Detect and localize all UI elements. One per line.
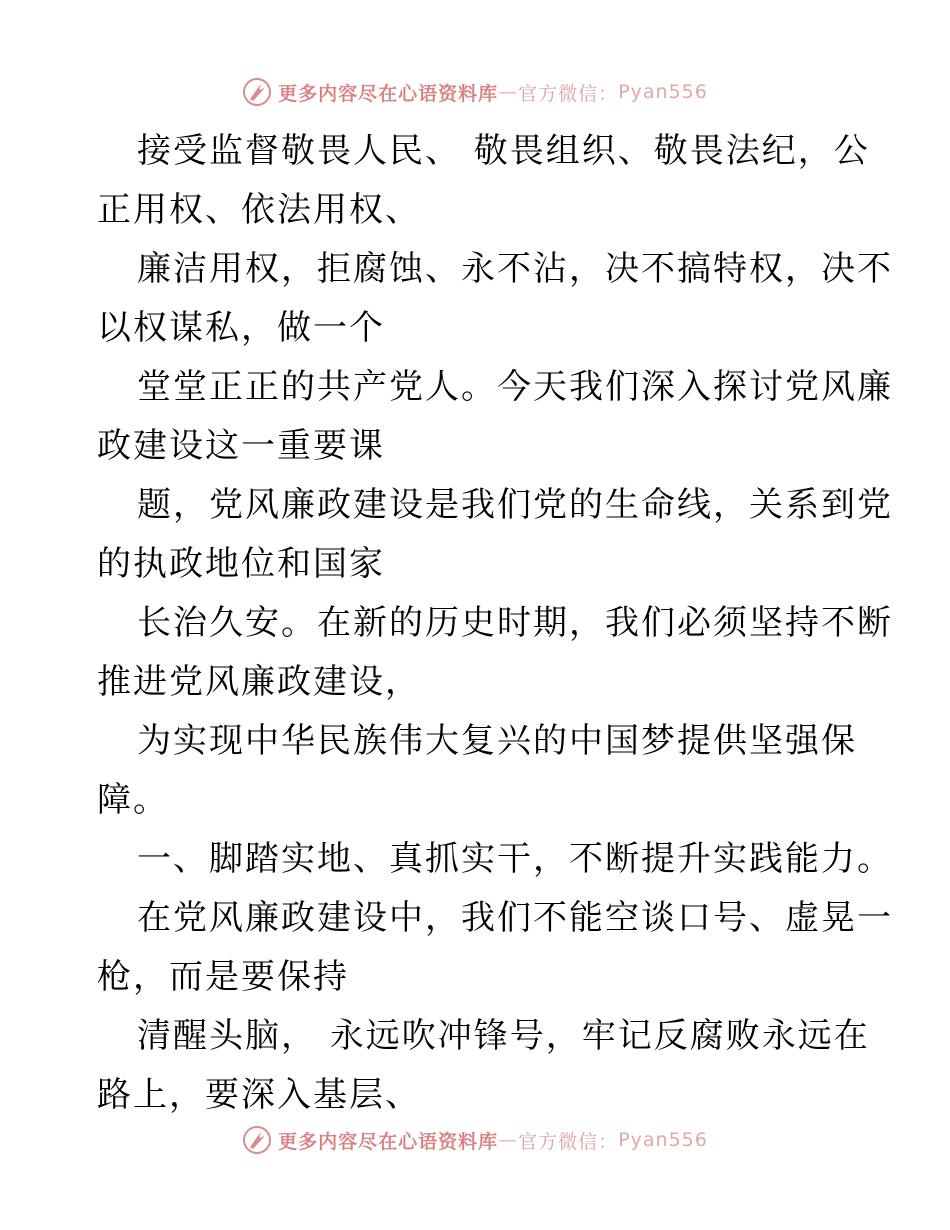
text-line: 廉洁用权，拒腐蚀、永不沾，决不搞特权，决不 bbox=[137, 249, 893, 289]
watermark-label: 官方微信： bbox=[518, 82, 619, 105]
watermark-wechat-id: Pyan556 bbox=[618, 1129, 708, 1151]
text-line: 障。 bbox=[97, 780, 169, 820]
watermark-dash: — bbox=[498, 81, 519, 103]
watermark-brand: 更多内容尽在心语资料库 bbox=[278, 1130, 499, 1153]
text-line: 题，党风廉政建设是我们党的生命线，关系到党 bbox=[137, 485, 893, 525]
header-watermark bbox=[0, 72, 950, 112]
watermark-dash: — bbox=[498, 1129, 519, 1151]
watermark-label: 官方微信： bbox=[518, 1130, 619, 1153]
text-line: 的执政地位和国家 bbox=[97, 544, 385, 584]
pen-nib-seal-icon bbox=[242, 1125, 272, 1155]
text-line: 路上，要深入基层、 bbox=[97, 1075, 421, 1115]
watermark-brand: 更多内容尽在心语资料库 bbox=[278, 82, 499, 105]
watermark-wechat-id: Pyan556 bbox=[618, 81, 708, 103]
body-text bbox=[97, 122, 893, 1125]
pen-nib-seal-icon bbox=[242, 77, 272, 107]
text-line: 接受监督敬畏人民、 敬畏组织、敬畏法纪，公 bbox=[137, 131, 870, 171]
text-line: 枪，而是要保持 bbox=[97, 957, 349, 997]
text-line: 为实现中华民族伟大复兴的中国梦提供坚强保 bbox=[137, 721, 857, 761]
text-line: 正用权、依法用权、 bbox=[97, 190, 421, 230]
text-line: 以权谋私，做一个 bbox=[97, 308, 385, 348]
text-line: 堂堂正正的共产党人。今天我们深入探讨党风廉 bbox=[137, 367, 893, 407]
text-line: 在党风廉政建设中，我们不能空谈口号、虚晃一 bbox=[137, 898, 893, 938]
text-line: 政建设这一重要课 bbox=[97, 426, 385, 466]
footer-watermark bbox=[0, 1120, 950, 1160]
text-line: 长治久安。在新的历史时期，我们必须坚持不断 bbox=[137, 603, 893, 643]
section-heading: 一、脚踏实地、真抓实干，不断提升实践能力。 bbox=[137, 839, 893, 879]
text-line: 清醒头脑， 永远吹冲锋号，牢记反腐败永远在 bbox=[137, 1016, 870, 1056]
text-line: 推进党风廉政建设， bbox=[97, 662, 421, 702]
